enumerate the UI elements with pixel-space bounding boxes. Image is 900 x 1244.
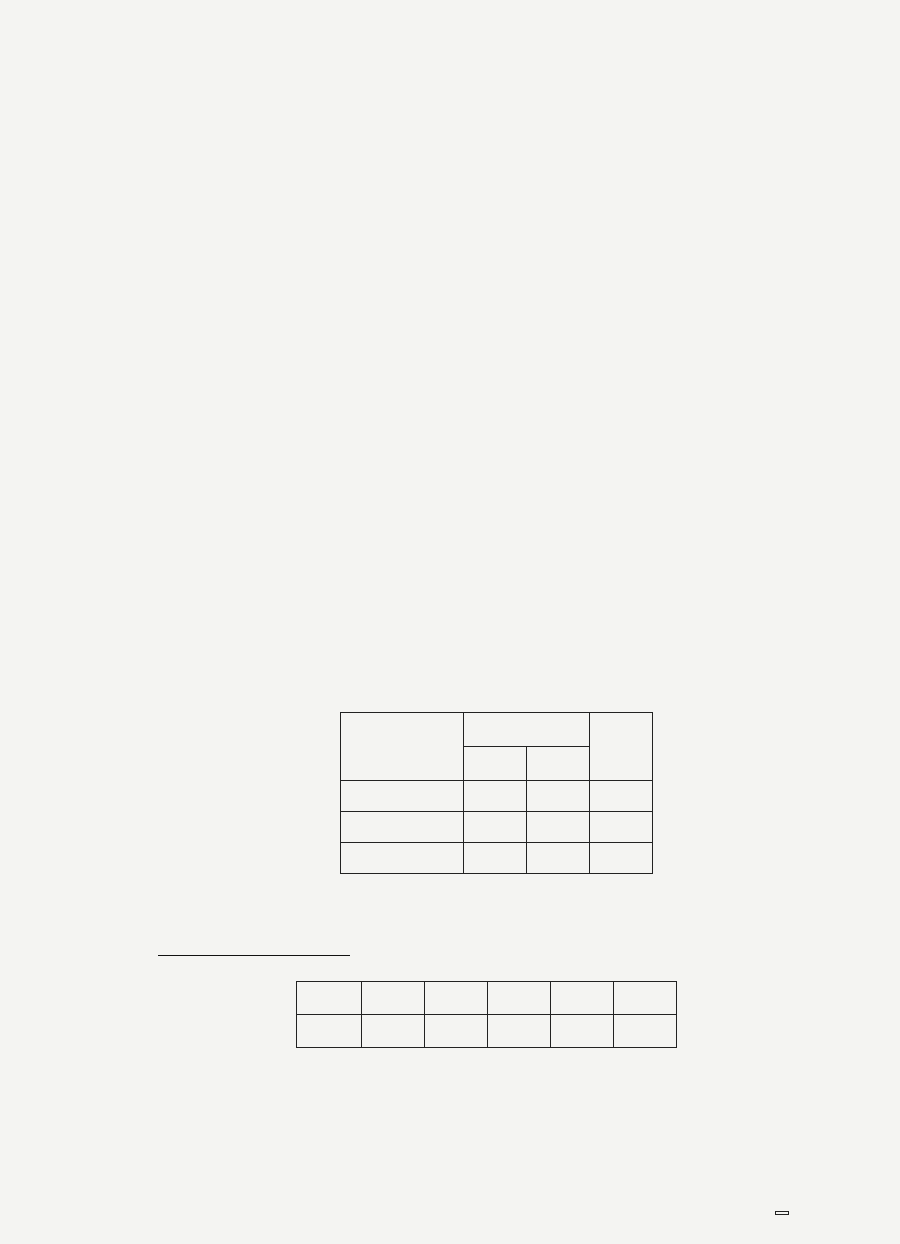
table-cell	[527, 812, 590, 843]
histogram-japan	[530, 425, 840, 650]
alpha-value	[614, 982, 677, 1015]
edition-tag	[775, 1211, 789, 1215]
critical-value	[551, 1015, 614, 1048]
fraction-bar	[158, 955, 350, 956]
alpha-value	[362, 982, 425, 1015]
table-cell	[464, 812, 527, 843]
contingency-table	[340, 712, 653, 874]
alpha-value	[488, 982, 551, 1015]
table-cell	[590, 781, 653, 812]
table-cell	[590, 843, 653, 874]
alpha-label	[297, 982, 362, 1015]
row-label	[341, 843, 464, 874]
header-rich	[464, 747, 527, 781]
header-not-rich	[527, 747, 590, 781]
table-cell	[590, 812, 653, 843]
x-alpha-label	[297, 1015, 362, 1048]
critical-value-table	[296, 981, 677, 1048]
alpha-value	[425, 982, 488, 1015]
row-label	[341, 812, 464, 843]
header-total	[590, 713, 653, 781]
table-cell	[464, 843, 527, 874]
critical-value	[425, 1015, 488, 1048]
row-label	[341, 781, 464, 812]
critical-value	[362, 1015, 425, 1048]
critical-value	[614, 1015, 677, 1048]
table-cell	[464, 781, 527, 812]
header-height	[341, 713, 464, 781]
histogram-china	[150, 470, 440, 650]
table-cell	[527, 843, 590, 874]
critical-value	[488, 1015, 551, 1048]
header-protein	[464, 713, 590, 747]
alpha-value	[551, 982, 614, 1015]
table-cell	[527, 781, 590, 812]
